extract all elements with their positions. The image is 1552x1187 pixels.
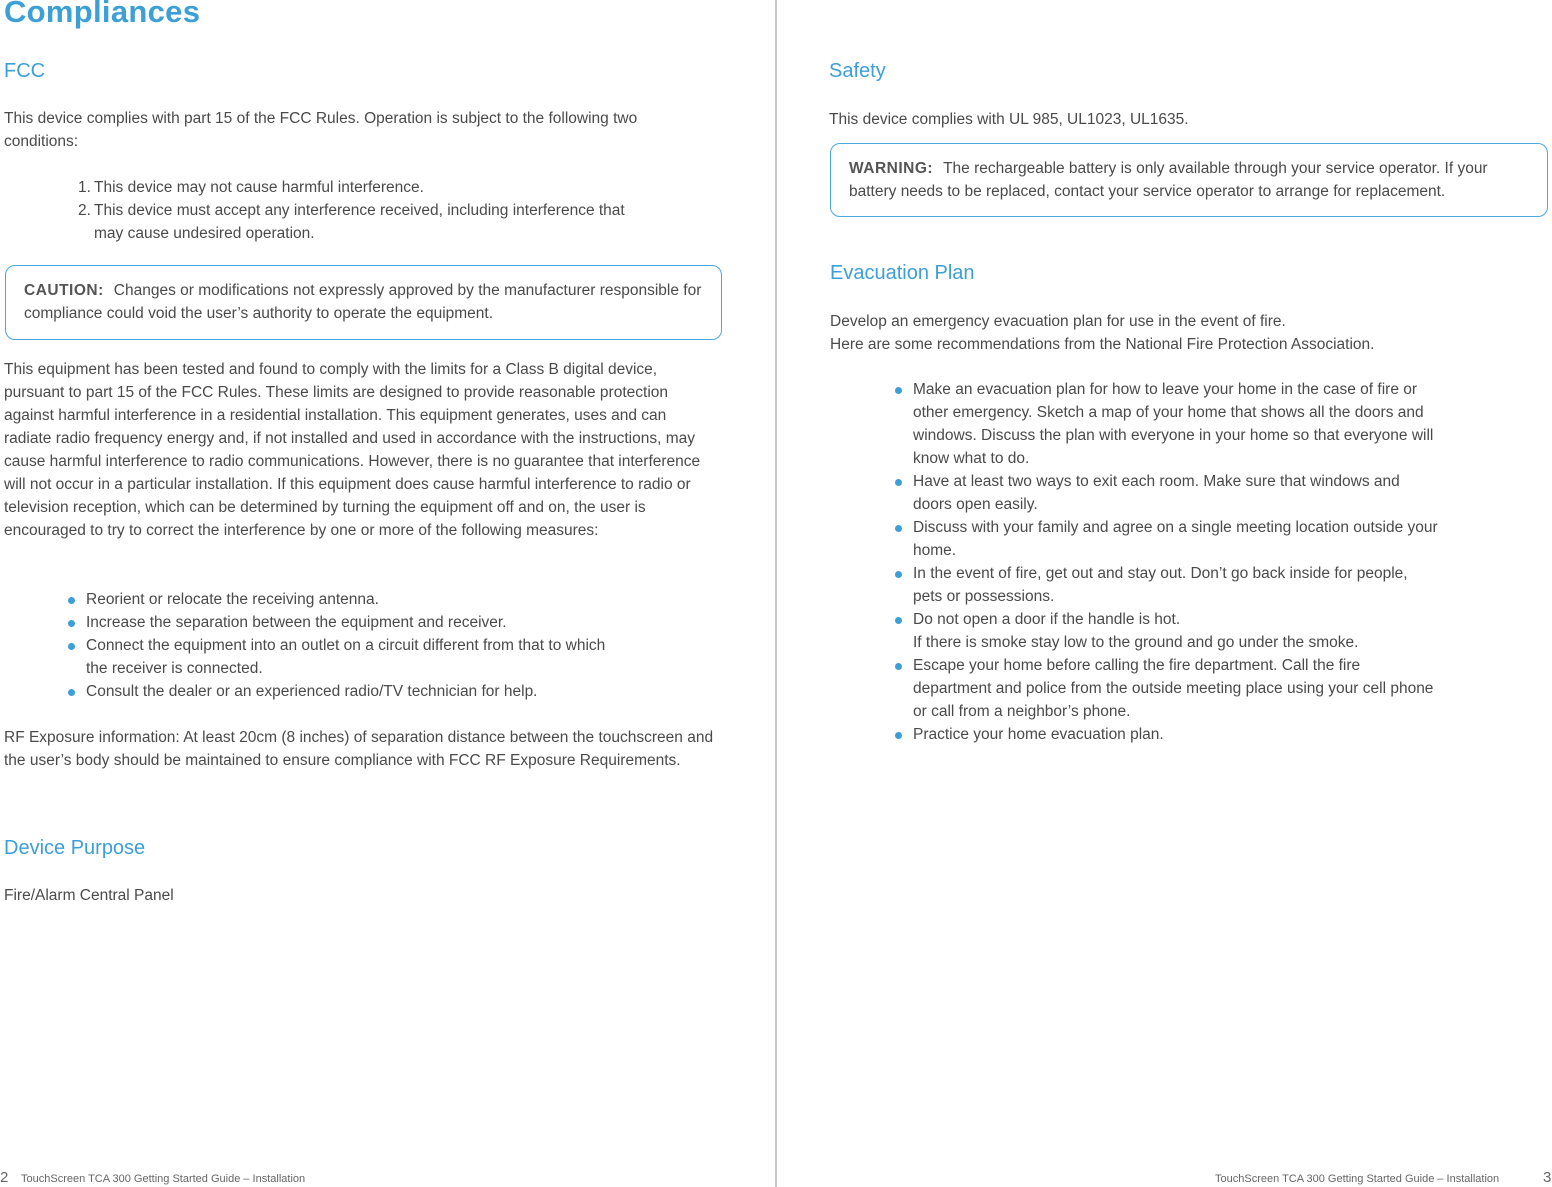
safety-heading: Safety (829, 60, 886, 82)
list-item: Make an evacuation plan for how to leave your home in the case of fire or other emergency. Sketch a map of your home that shows all the doors and windows. Discuss the plan with everyone in your home so that everyone will know what to do. (895, 378, 1440, 470)
list-item: Practice your home evacuation plan. (895, 723, 1440, 746)
list-item: 1. This device may not cause harmful interference. (78, 179, 424, 196)
device-purpose-heading: Device Purpose (4, 837, 146, 859)
caution-box (5, 265, 722, 340)
warning-text: The rechargeable battery is only available through your service operator. If your battery needs to be replaced, contact your service operator to arrange for replacement. (849, 160, 1488, 200)
fcc-intro: This device complies with part 15 of the FCC Rules. Operation is subject to the following two conditions: (4, 110, 638, 150)
list-item: Connect the equipment into an outlet on a circuit different from that to which the receiver is connected. (68, 634, 608, 680)
list-item: Consult the dealer or an experienced radio/TV technician for help. (68, 680, 608, 703)
list-item: 2. This device must accept any interference received, including interference that may cause undesired operation. (78, 202, 625, 242)
warning-box (830, 143, 1548, 217)
page-number: 3 (1543, 1169, 1552, 1186)
list-item: Reorient or relocate the receiving antenna. (68, 588, 608, 611)
fcc-heading: FCC (4, 60, 46, 82)
evacuation-list (895, 378, 1440, 746)
safety-text: This device complies with UL 985, UL1023, UL1635. (829, 111, 1189, 128)
caution-label: CAUTION: (24, 282, 104, 299)
page-number: 2 (0, 1169, 9, 1186)
left-page (0, 0, 775, 1187)
evacuation-intro-1: Develop an emergency evacuation plan for use in the event of fire. (830, 313, 1286, 330)
fcc-measures-list (68, 588, 608, 703)
footer-text: TouchScreen TCA 300 Getting Started Guide – Installation (1215, 1173, 1500, 1185)
list-item: Have at least two ways to exit each room. Make sure that windows and doors open easily. (895, 470, 1440, 516)
device-purpose-text: Fire/Alarm Central Panel (4, 887, 174, 904)
rf-exposure: RF Exposure information: At least 20cm (8 inches) of separation distance between the touchscreen and the user’s body should be maintained to ensure compliance with FCC RF Exposure Requirements. (4, 729, 714, 769)
list-item: Increase the separation between the equipment and receiver. (68, 611, 608, 634)
warning-label: WARNING: (849, 160, 934, 177)
list-item: Discuss with your family and agree on a single meeting location outside your home. (895, 516, 1440, 562)
caution-text: Changes or modifications not expressly approved by the manufacturer responsible for compliance could void the user’s authority to operate the equipment. (24, 282, 702, 322)
list-item: In the event of fire, get out and stay out. Don’t go back inside for people, pets or possessions. (895, 562, 1440, 608)
fcc-body: This equipment has been tested and found to comply with the limits for a Class B digital device, pursuant to part 15 of the FCC Rules. These limits are designed to provide reasonable protection against harmful interference in a residential installation. This equipment generates, uses and can radiate radio frequency energy and, if not installed and used in accordance with the instructions, may cause harmful interference to radio communications. However, there is no guarantee that interference will not occur in a particular installation. If this equipment does cause harmful interference to radio or television reception, which can be determined by turning the equipment off and on, the user is encouraged to try to correct the interference by one or more of the following measures: (4, 361, 701, 539)
footer-text: TouchScreen TCA 300 Getting Started Guide – Installation (21, 1173, 306, 1185)
page-title: Compliances (4, 0, 201, 29)
fcc-conditions-list (78, 176, 638, 245)
list-item: Escape your home before calling the fire department. Call the fire department and police from the outside meeting place using your cell phone or call from a neighbor’s phone. (895, 654, 1440, 723)
evacuation-heading: Evacuation Plan (830, 262, 975, 284)
right-page (777, 0, 1552, 1187)
list-item: Do not open a door if the handle is hot. If there is smoke stay low to the ground and go under the smoke. (895, 608, 1440, 654)
evacuation-intro-2: Here are some recommendations from the National Fire Protection Association. (830, 336, 1375, 353)
